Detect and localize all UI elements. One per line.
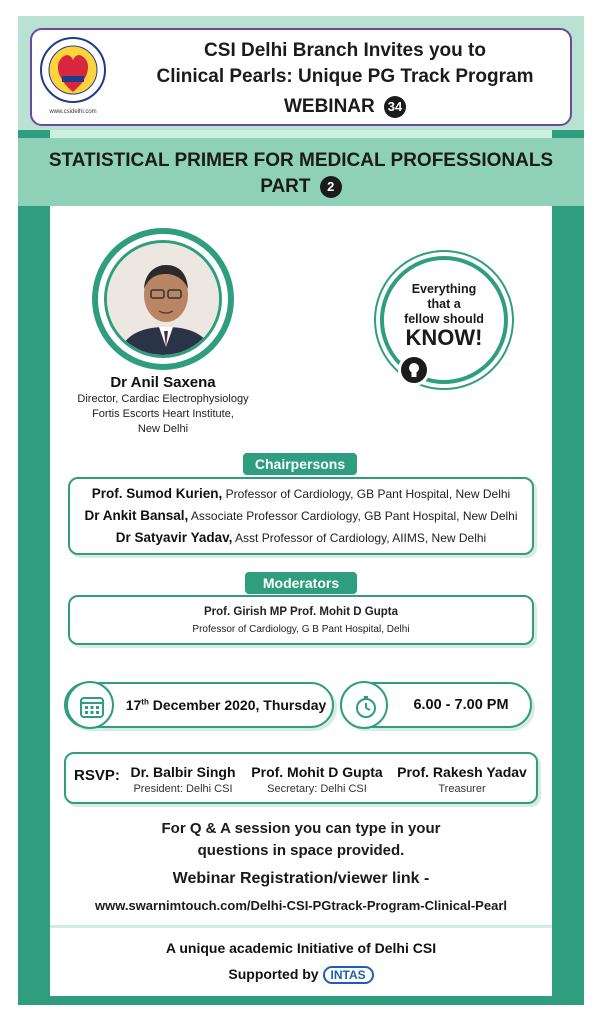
moderator-role: Professor of Cardiology, G B Pant Hospital, Delhi — [192, 624, 410, 635]
rsvp-person-2-name: Prof. Mohit D Gupta — [251, 764, 383, 780]
speaker-title: Director, Cardiac Electrophysiology — [77, 393, 249, 405]
header-line-2: Clinical Pearls: Unique PG Track Program — [156, 66, 534, 87]
part-number-badge: 2 — [320, 176, 342, 198]
date-suffix: th — [141, 697, 149, 707]
webinar-label: WEBINAR — [283, 96, 375, 118]
webinar-heading — [110, 96, 580, 118]
date-rest: December 2020, Thursday — [148, 697, 327, 713]
chairpersons-label: Chairpersons — [243, 453, 357, 475]
rsvp-person-3-name: Prof. Rakesh Yadav — [397, 764, 527, 780]
lightbulb-icon — [398, 354, 430, 386]
part-label: PART — [260, 176, 311, 198]
chairperson-3-role: Asst Professor of Cardiology, AIIMS, New Delhi — [232, 531, 487, 545]
calendar-icon — [66, 681, 114, 729]
chairperson-1 — [70, 486, 532, 501]
webinar-number-badge: 34 — [384, 96, 406, 118]
intas-logo: INTAS — [323, 966, 374, 984]
bubble-line-2: that a — [427, 297, 461, 311]
rsvp-person-1-role: President: Delhi CSI — [133, 783, 233, 795]
registration-heading: Webinar Registration/viewer link - — [172, 870, 430, 887]
logo-url: www.csidelhi.com — [49, 109, 97, 115]
right-band — [552, 130, 584, 1005]
csi-logo-icon — [38, 34, 108, 120]
speaker-city: New Delhi — [137, 423, 189, 435]
event-date — [118, 697, 334, 713]
footer-line-2 — [50, 966, 552, 984]
date-day: 17 — [125, 697, 142, 713]
speaker-name: Dr Anil Saxena — [110, 374, 216, 391]
chairperson-2-name: Dr Ankit Bansal, — [84, 508, 189, 523]
chairperson-3-name: Dr Satyavir Yadav, — [115, 530, 233, 545]
stopwatch-icon — [340, 681, 388, 729]
left-band — [18, 130, 50, 1005]
supported-by-label: Supported by — [228, 966, 319, 982]
rsvp-person-2-role: Secretary: Delhi CSI — [267, 783, 367, 795]
title-line-2 — [18, 176, 584, 198]
title-line-1: STATISTICAL PRIMER FOR MEDICAL PROFESSIONALS — [48, 150, 554, 171]
rsvp-label: RSVP: — [74, 767, 120, 784]
event-time: 6.00 - 7.00 PM — [413, 697, 509, 713]
speaker-institute: Fortis Escorts Heart Institute, — [92, 408, 234, 420]
chairperson-2 — [70, 508, 532, 523]
qa-line-2: questions in space provided. — [197, 842, 405, 859]
footer-box — [50, 928, 552, 996]
bubble-line-3: fellow should — [404, 312, 484, 326]
bubble-line-4: KNOW! — [405, 325, 483, 350]
moderator-names: Prof. Girish MP Prof. Mohit D Gupta — [203, 606, 398, 618]
moderators-label: Moderators — [245, 572, 357, 594]
speaker-photo — [104, 240, 222, 358]
bubble-line-1: Everything — [411, 282, 477, 296]
registration-link[interactable]: www.swarnimtouch.com/Delhi-CSI-PGtrack-Program-Clinical-Pearl — [94, 898, 507, 913]
chairperson-1-role: Professor of Cardiology, GB Pant Hospital, New Delhi — [222, 487, 511, 501]
rsvp-person-1-name: Dr. Balbir Singh — [130, 764, 236, 780]
chairperson-3 — [70, 530, 532, 545]
chairperson-2-role: Associate Professor Cardiology, GB Pant Hospital, New Delhi — [188, 509, 518, 523]
chairperson-1-name: Prof. Sumod Kurien, — [91, 486, 223, 501]
footer-line-1: A unique academic Initiative of Delhi CSI — [165, 940, 437, 956]
header-line-1: CSI Delhi Branch Invites you to — [204, 40, 486, 61]
rsvp-person-3-role: Treasurer — [438, 783, 486, 795]
qa-line-1: For Q & A session you can type in your — [161, 820, 441, 837]
moderators-box — [68, 595, 534, 645]
bottom-band — [18, 995, 584, 1005]
